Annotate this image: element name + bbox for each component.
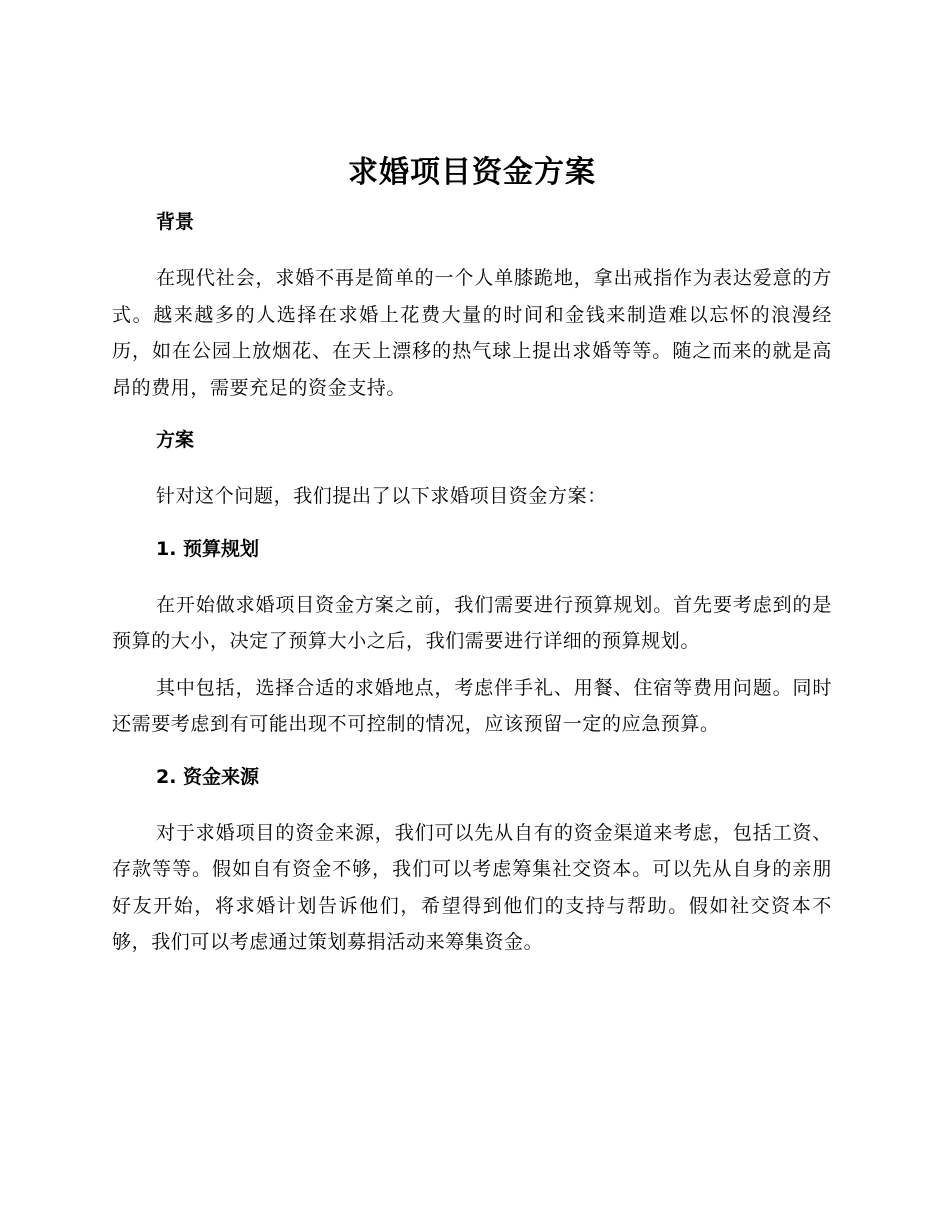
document-title: 求婚项目资金方案 [348, 155, 596, 190]
section-heading-background: 背景 [156, 211, 195, 233]
budget-paragraph-2: 其中包括，选择合适的求婚地点，考虑伴手礼、用餐、住宿等费用问题。同时还需要考虑到有可能出现不可控制的情况，应该预留一定的应急预算。 [112, 676, 832, 735]
budget-paragraph-1: 在开始做求婚项目资金方案之前，我们需要进行预算规划。首先要考虑到的是预算的大小，决定了预算大小之后，我们需要进行详细的预算规划。 [112, 593, 832, 652]
background-paragraph: 在现代社会，求婚不再是简单的一个人单膝跪地，拿出戒指作为表达爱意的方式。越来越多的人选择在求婚上花费大量的时间和金钱来制造难以忘怀的浪漫经历，如在公园上放烟花、在天上漂移的热气球上提出求婚等等。随之而来的就是高昂的费用，需要充足的资金支持。 [112, 267, 832, 399]
section-heading-funding: 2. 资金来源 [156, 765, 260, 788]
document-body [112, 148, 832, 961]
section-heading-budget: 1. 预算规划 [156, 537, 260, 560]
section-heading-plan: 方案 [156, 429, 195, 451]
funding-paragraph: 对于求婚项目的资金来源，我们可以先从自有的资金渠道来考虑，包括工资、存款等等。假如自有资金不够，我们可以考虑筹集社交资本。可以先从自身的亲朋好友开始，将求婚计划告诉他们，希望得到他们的支持与帮助。假如社交资本不够，我们可以考虑通过策划募捐活动来筹集资金。 [112, 821, 832, 953]
plan-intro-paragraph: 针对这个问题，我们提出了以下求婚项目资金方案： [156, 485, 607, 507]
